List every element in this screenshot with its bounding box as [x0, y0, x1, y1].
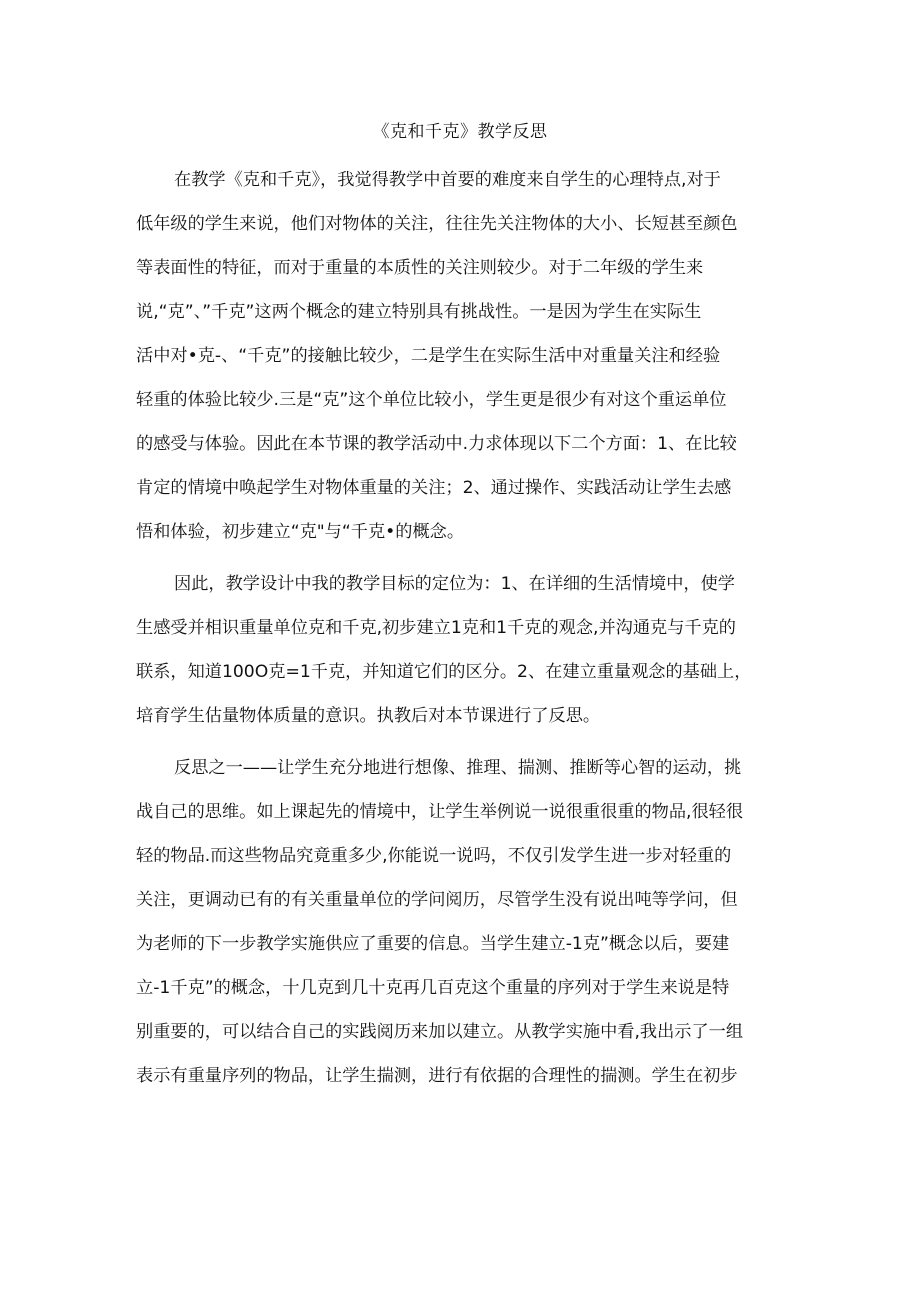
text-line: 培育学生估量物体质量的意识。执教后对本节课进行了反思。	[136, 706, 601, 726]
text-line: 战自己的思维。如上课起先的情境中，让学生举例说一说很重很重的物品,很轻很	[136, 802, 744, 822]
text-line: 肯定的情境中唤起学生对物体重量的关注；2、通过操作、实践活动让学生去感	[136, 478, 732, 498]
text-line: 联系，知道100O克=1千克，并知道它们的区分。2、在建立重量观念的基础上，	[136, 662, 752, 682]
paragraph-2	[136, 562, 786, 738]
text-line: 说,“克”、”千克”这两个概念的建立特别具有挑战性。一是因为学生在实际生	[136, 302, 702, 322]
text-line: 别重要的，可以结合自己的实践阅历来加以建立。从教学实施中看,我出示了一组	[136, 1022, 744, 1042]
paragraph-1	[136, 158, 786, 554]
text-line: 在教学《克和千克》，我觉得教学中首要的难度来自学生的心理特点,对于	[174, 170, 721, 190]
text-line: 生感受并相识重量单位克和千克,初步建立1克和1千克的观念,并沟通克与千克的	[136, 618, 736, 638]
text-line: 活中对•克-、“千克”的接触比较少，二是学生在实际生活中对重量关注和经验	[136, 346, 721, 366]
document-title: 《克和千克》教学反思	[372, 122, 548, 142]
text-line: 立-1千克”的概念，十几克到几十克再几百克这个重量的序列对于学生来说是特	[136, 978, 730, 998]
paragraph-spacer	[136, 554, 786, 562]
text-line: 的感受与体验。因此在本节课的教学活动中.力求体现以下二个方面：1、在比较	[136, 434, 737, 454]
text-line: 等表面性的特征，而对于重量的本质性的关注则较少。对于二年级的学生来	[136, 258, 704, 278]
text-line: 反思之一——让学生充分地进行想像、推理、揣测、推断等心智的运动，挑	[174, 758, 742, 778]
text-line: 低年级的学生来说，他们对物体的关注，往往先关注物体的大小、长短甚至颜色	[136, 214, 738, 234]
text-line: 轻重的体验比较少.三是“克”这个单位比较小，学生更是很少有对这个重运单位	[136, 390, 727, 410]
paragraph-spacer	[136, 738, 786, 746]
text-line: 悟和体验，初步建立“克"与“千克•的概念。	[136, 522, 465, 542]
paragraph-3	[136, 746, 786, 1098]
text-line: 表示有重量序列的物品，让学生揣测，进行有依据的合理性的揣测。学生在初步	[136, 1066, 738, 1086]
text-line: 为老师的下一步教学实施供应了重要的信息。当学生建立-1克”概念以后，要建	[136, 934, 730, 954]
text-line: 因此，教学设计中我的教学目标的定位为：1、在详细的生活情境中，使学	[174, 574, 735, 594]
text-line: 轻的物品.而这些物品究竟重多少,你能说一说吗，不仅引发学生进一步对轻重的	[136, 846, 732, 866]
document-body	[136, 158, 786, 1098]
text-line: 关注，更调动已有的有关重量单位的学问阅历，尽管学生没有说出吨等学问，但	[136, 890, 738, 910]
